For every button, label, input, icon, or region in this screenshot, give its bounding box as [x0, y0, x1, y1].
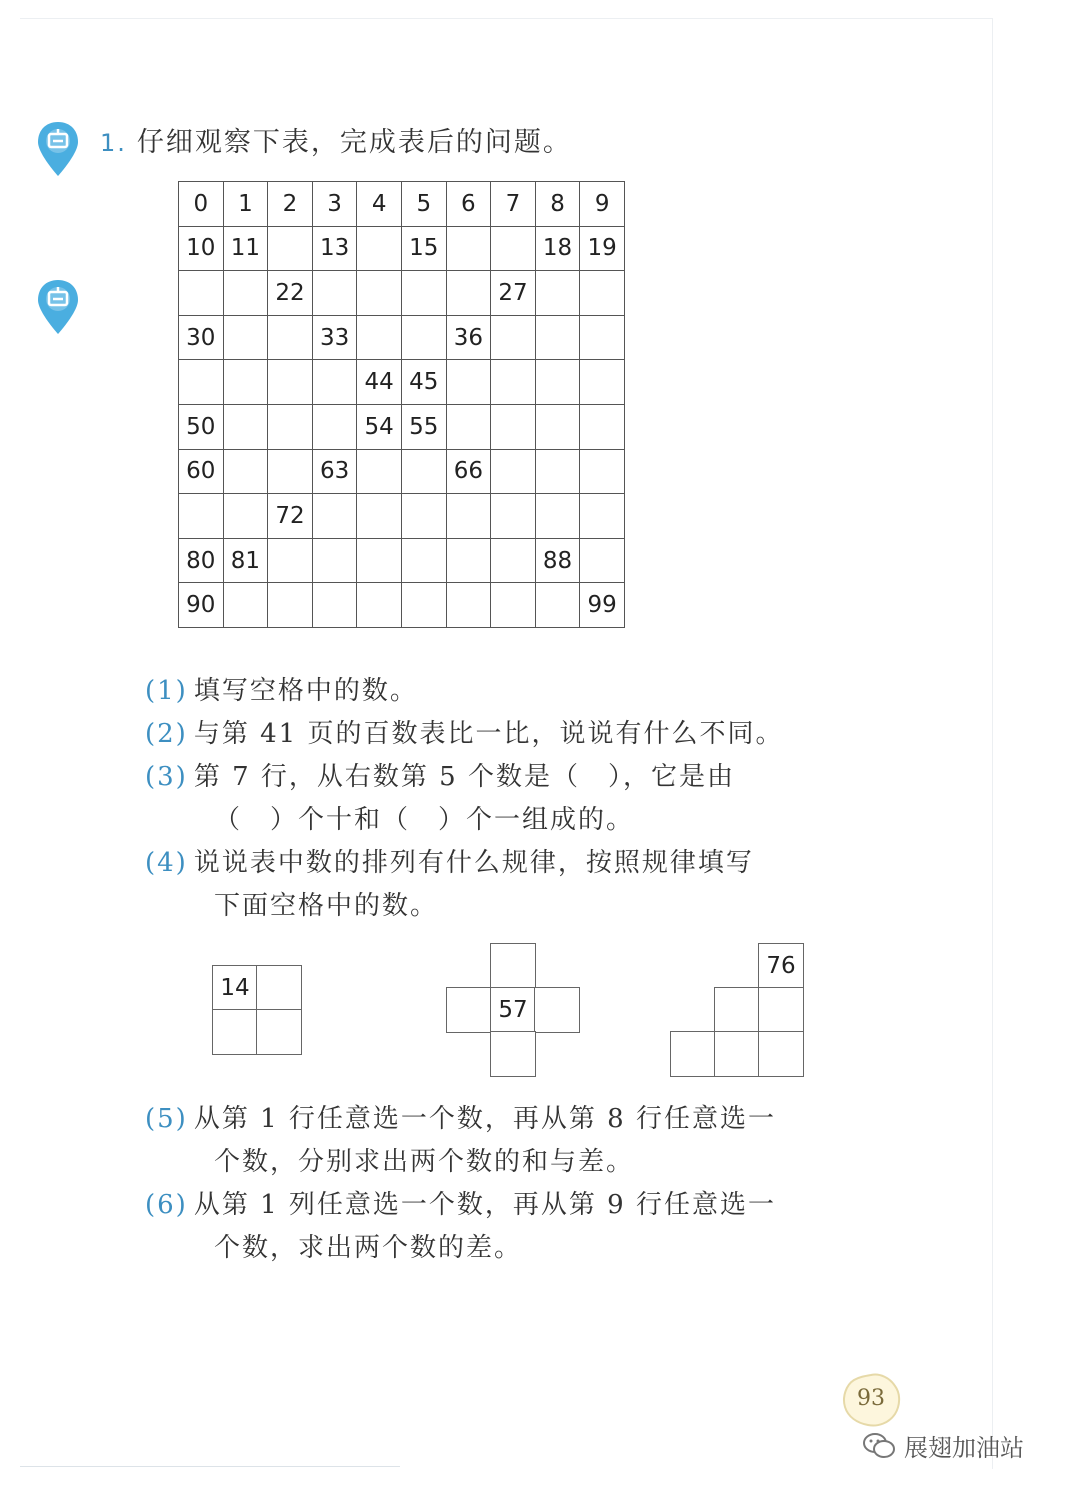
- table-cell: [313, 539, 358, 584]
- table-cell: [224, 360, 269, 405]
- puzzle-cell: [490, 943, 536, 989]
- page-number: 93: [857, 1386, 885, 1411]
- puzzle-cell: [212, 1009, 258, 1055]
- question-number: 1.: [100, 129, 127, 157]
- table-cell: [580, 316, 625, 361]
- table-cell: 10: [179, 227, 224, 272]
- table-cell: [179, 494, 224, 539]
- table-cell: [357, 494, 402, 539]
- puzzle-cell: 14: [212, 965, 258, 1011]
- table-cell: 99: [580, 583, 625, 628]
- subquestion-5-continued: 个数，分别求出两个数的和与差。: [214, 1147, 635, 1177]
- table-cell: [491, 539, 536, 584]
- question-title: [100, 120, 572, 159]
- subquestion-6-continued: 个数，求出两个数的差。: [214, 1233, 523, 1263]
- table-cell: [536, 405, 581, 450]
- table-cell: 4: [357, 182, 402, 227]
- table-cell: [580, 360, 625, 405]
- table-cell: 66: [447, 450, 492, 495]
- table-cell: [224, 494, 269, 539]
- puzzle-cell: [758, 987, 804, 1033]
- watermark-text: 展翅加油站: [904, 1434, 1024, 1462]
- puzzle-cell: [534, 987, 580, 1033]
- table-cell: 3: [313, 182, 358, 227]
- subquestion-index: (6): [145, 1190, 188, 1220]
- subquestion-2: [145, 713, 783, 750]
- subquestion-text: 从第 1 列任意选一个数，再从第 9 行任意选一: [193, 1190, 776, 1220]
- table-cell: 1: [224, 182, 269, 227]
- table-cell: 44: [357, 360, 402, 405]
- table-cell: [536, 360, 581, 405]
- table-cell: 13: [313, 227, 358, 272]
- bottom-divider: [20, 1466, 400, 1467]
- subquestion-6: [145, 1184, 776, 1221]
- table-cell: [357, 583, 402, 628]
- table-cell: [580, 494, 625, 539]
- table-cell: [224, 405, 269, 450]
- table-cell: [491, 316, 536, 361]
- table-cell: [447, 405, 492, 450]
- table-cell: [536, 494, 581, 539]
- table-cell: [580, 450, 625, 495]
- table-cell: [580, 539, 625, 584]
- table-cell: 50: [179, 405, 224, 450]
- table-cell: 9: [580, 182, 625, 227]
- question-text: 仔细观察下表，完成表后的问题。: [136, 127, 572, 158]
- table-cell: 90: [179, 583, 224, 628]
- table-cell: 60: [179, 450, 224, 495]
- table-cell: [357, 271, 402, 316]
- table-cell: [447, 271, 492, 316]
- subquestion-index: (4): [145, 848, 188, 878]
- table-cell: [536, 450, 581, 495]
- table-cell: 18: [536, 227, 581, 272]
- table-cell: [224, 316, 269, 361]
- table-cell: [402, 271, 447, 316]
- table-cell: [224, 583, 269, 628]
- subquestion-index: (3): [145, 762, 188, 792]
- puzzle-cell: [714, 1031, 760, 1077]
- table-cell: [313, 583, 358, 628]
- subquestion-text: 填写空格中的数。: [193, 676, 418, 706]
- watermark: [862, 1428, 1024, 1463]
- table-cell: [447, 583, 492, 628]
- location-pin-icon: [36, 120, 80, 178]
- table-cell: 11: [224, 227, 269, 272]
- table-cell: 45: [402, 360, 447, 405]
- table-cell: 2: [268, 182, 313, 227]
- table-cell: [447, 539, 492, 584]
- table-cell: [268, 450, 313, 495]
- table-cell: [536, 271, 581, 316]
- table-cell: 22: [268, 271, 313, 316]
- subquestion-index: (1): [145, 676, 188, 706]
- table-cell: [313, 271, 358, 316]
- subquestion-index: (2): [145, 719, 188, 749]
- subquestion-text: 从第 1 行任意选一个数，再从第 8 行任意选一: [193, 1104, 776, 1134]
- subquestion-3-continued: （ ）个十和（ ）个一组成的。: [214, 805, 635, 835]
- table-cell: 63: [313, 450, 358, 495]
- table-cell: [268, 227, 313, 272]
- table-cell: [402, 450, 447, 495]
- table-cell: 54: [357, 405, 402, 450]
- table-cell: [357, 450, 402, 495]
- table-cell: [536, 316, 581, 361]
- table-cell: 80: [179, 539, 224, 584]
- table-cell: [491, 227, 536, 272]
- table-cell: 81: [224, 539, 269, 584]
- table-cell: 55: [402, 405, 447, 450]
- table-cell: [402, 539, 447, 584]
- subquestion-4: [145, 842, 754, 879]
- table-cell: 36: [447, 316, 492, 361]
- table-cell: [357, 316, 402, 361]
- table-cell: [447, 494, 492, 539]
- table-cell: [491, 450, 536, 495]
- puzzle-cell: [714, 987, 760, 1033]
- table-cell: 88: [536, 539, 581, 584]
- table-cell: 30: [179, 316, 224, 361]
- subquestion-text: 第 7 行，从右数第 5 个数是（ ），它是由: [193, 762, 735, 792]
- puzzle-cell: [670, 1031, 716, 1077]
- table-cell: [357, 539, 402, 584]
- table-cell: [313, 360, 358, 405]
- table-cell: [491, 405, 536, 450]
- puzzle-cell: [256, 965, 302, 1011]
- puzzle-cell: [490, 1031, 536, 1077]
- chat-bubble-icon: [862, 1432, 896, 1460]
- table-cell: [491, 583, 536, 628]
- table-cell: [224, 271, 269, 316]
- puzzle-cell: 57: [490, 987, 536, 1033]
- table-cell: 27: [491, 271, 536, 316]
- puzzle-cell: [446, 987, 492, 1033]
- table-cell: [357, 227, 402, 272]
- puzzle-cell: [256, 1009, 302, 1055]
- table-cell: 15: [402, 227, 447, 272]
- table-cell: [268, 583, 313, 628]
- table-cell: [402, 494, 447, 539]
- table-cell: 33: [313, 316, 358, 361]
- table-cell: [402, 316, 447, 361]
- table-cell: [491, 494, 536, 539]
- subquestion-5: [145, 1098, 776, 1135]
- puzzle-cell: 76: [758, 943, 804, 989]
- table-cell: 7: [491, 182, 536, 227]
- subquestion-text: 与第 41 页的百数表比一比，说说有什么不同。: [193, 719, 784, 749]
- table-cell: 72: [268, 494, 313, 539]
- subquestion-4-continued: 下面空格中的数。: [214, 891, 439, 921]
- table-cell: [268, 405, 313, 450]
- hundred-chart-table: [178, 181, 625, 628]
- table-cell: [536, 583, 581, 628]
- subquestion-index: (5): [145, 1104, 188, 1134]
- table-cell: [580, 405, 625, 450]
- table-cell: [268, 360, 313, 405]
- puzzle-cell: [758, 1031, 804, 1077]
- table-cell: 19: [580, 227, 625, 272]
- table-cell: 8: [536, 182, 581, 227]
- subquestion-1: [145, 670, 418, 707]
- table-cell: [268, 316, 313, 361]
- table-cell: [268, 539, 313, 584]
- table-cell: [179, 360, 224, 405]
- table-cell: 0: [179, 182, 224, 227]
- subquestion-text: 说说表中数的排列有什么规律，按照规律填写: [193, 848, 754, 878]
- location-pin-icon: [36, 278, 80, 336]
- table-cell: 5: [402, 182, 447, 227]
- table-cell: [447, 227, 492, 272]
- table-cell: [179, 271, 224, 316]
- table-cell: [491, 360, 536, 405]
- table-cell: [313, 494, 358, 539]
- table-cell: 6: [447, 182, 492, 227]
- table-cell: [402, 583, 447, 628]
- subquestion-3: [145, 756, 735, 793]
- table-cell: [313, 405, 358, 450]
- table-cell: [224, 450, 269, 495]
- table-cell: [447, 360, 492, 405]
- table-cell: [580, 271, 625, 316]
